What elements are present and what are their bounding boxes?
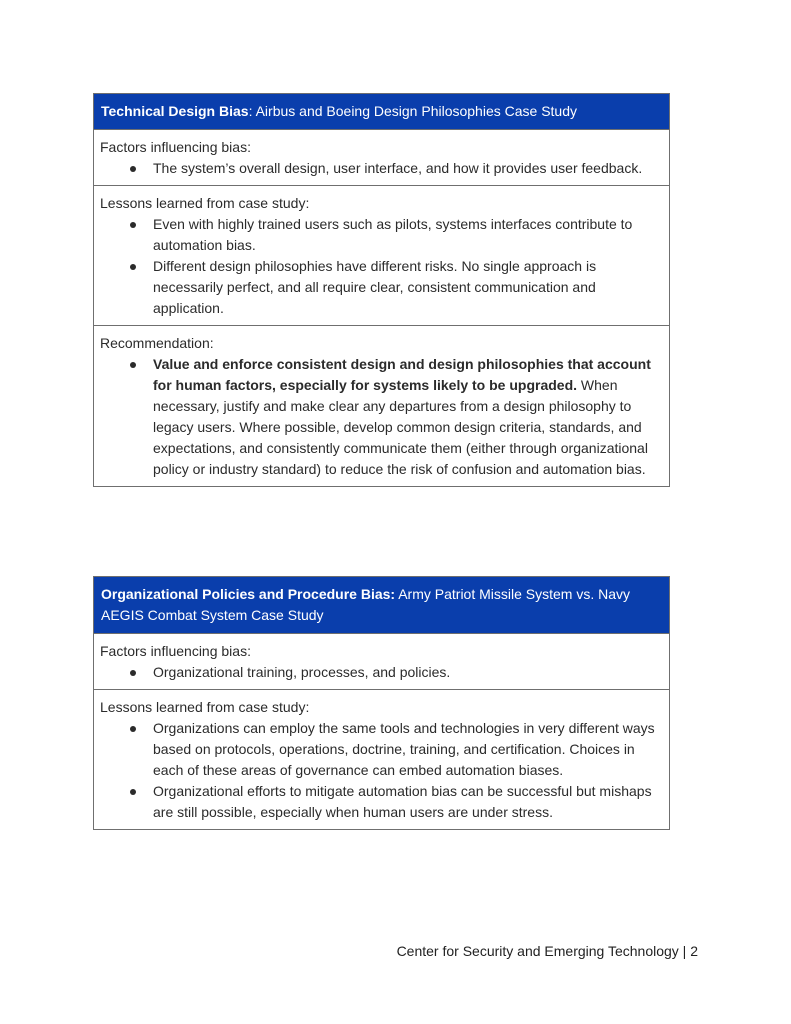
recommendation-rest: When necessary, justify and make clear any departures from a design philosophy to legacy users. Where possible, develop common design criteria, standards, and expectations, and consistently communicate them (either through organizational policy or industry standard) to reduce the risk of confusion and automation bias. [153, 377, 648, 477]
lessons-label: Lessons learned from case study: [100, 699, 310, 715]
case-study-box-technical-design [93, 93, 670, 487]
factors-section [94, 129, 669, 185]
factors-label: Factors influencing bias: [100, 643, 251, 659]
case-study-box-organizational-policies [93, 576, 670, 830]
list-item: Organizational training, processes, and policies. [122, 662, 663, 683]
list-item: The system’s overall design, user interface, and how it provides user feedback. [122, 158, 663, 179]
box-header-bold: Organizational Policies and Procedure Bias: [101, 586, 396, 602]
factors-list [100, 662, 663, 683]
page-footer: Center for Security and Emerging Technology | 2 [396, 943, 698, 959]
list-item: Organizations can employ the same tools and technologies in very different ways based on protocols, operations, doctrine, training, and certification. Choices in each of these areas of governance can embed automation biases. [122, 718, 663, 781]
box-header [94, 94, 669, 129]
list-item: Organizational efforts to mitigate automation bias can be successful but mishaps are still possible, especially when human users are under stress. [122, 781, 663, 823]
lessons-list [100, 214, 663, 319]
list-item: Different design philosophies have different risks. No single approach is necessarily perfect, and all require clear, consistent communication and application. [122, 256, 663, 319]
recommendation-bold: Value and enforce consistent design and design philosophies that account for human factors, especially for systems likely to be upgraded. [153, 356, 651, 393]
lessons-section [94, 185, 669, 325]
list-item: Even with highly trained users such as pilots, systems interfaces contribute to automation bias. [122, 214, 663, 256]
lessons-section [94, 689, 669, 829]
recommendation-label: Recommendation: [100, 335, 214, 351]
box-header-bold: Technical Design Bias [101, 103, 249, 119]
lessons-list [100, 718, 663, 823]
list-item [122, 354, 663, 480]
box-header-rest: : Airbus and Boeing Design Philosophies Case Study [248, 103, 578, 119]
factors-section [94, 633, 669, 689]
factors-label: Factors influencing bias: [100, 139, 251, 155]
factors-list [100, 158, 663, 179]
box-header [94, 577, 669, 633]
box-header-rest: Army Patriot Missile System vs. Navy AEGIS Combat System Case Study [101, 586, 631, 623]
recommendation-list [100, 354, 663, 480]
recommendation-section [94, 325, 669, 486]
lessons-label: Lessons learned from case study: [100, 195, 310, 211]
